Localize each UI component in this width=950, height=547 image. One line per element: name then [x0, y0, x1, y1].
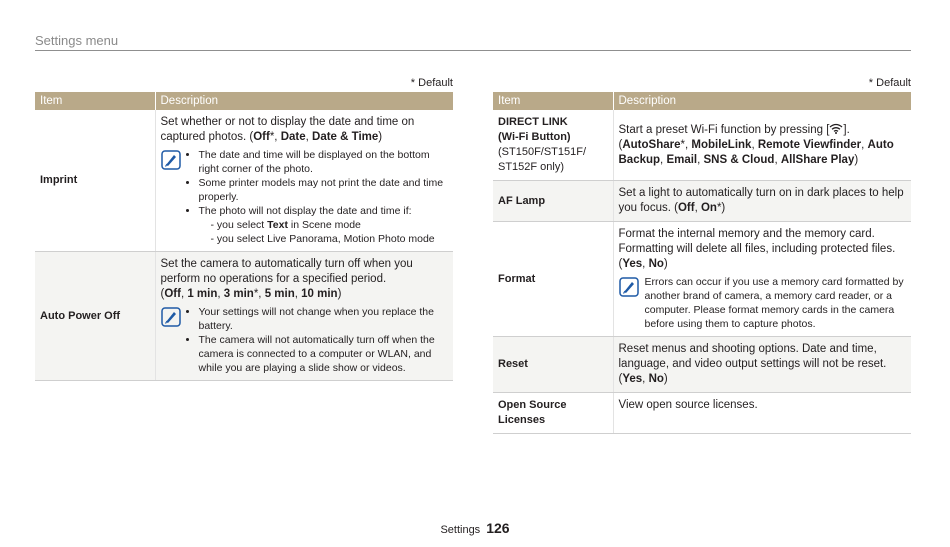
- note-block: [161, 305, 449, 375]
- sub-note-item: - you select Text in Scene mode: [211, 218, 449, 232]
- page-footer: [0, 520, 950, 536]
- table-row-open-source-licenses: [493, 393, 911, 434]
- item-reset: Reset: [493, 337, 613, 393]
- note-block: [619, 275, 907, 331]
- header-divider: [35, 50, 911, 51]
- table-row-format: [493, 222, 911, 337]
- item-auto-power-off: Auto Power Off: [35, 252, 155, 381]
- default-note: * Default: [868, 77, 911, 89]
- sub-note-item: - you select Live Panorama, Motion Photo mode: [211, 232, 449, 246]
- note-text: Errors can occur if you use a memory card formatted by another brand of camera, a memory card reader, or a computer. Please format memory cards in the camera before using them to capture photos.: [644, 276, 904, 330]
- table-header-row: [493, 92, 911, 110]
- note-item: • The photo will not display the date and time if: - you select Text in Scene mode - you select Live Panorama, Motion Photo mode: [199, 204, 449, 246]
- item-imprint: Imprint: [35, 110, 155, 252]
- note-item: • Your settings will not change when you replace the battery.: [199, 305, 449, 333]
- footer-section: Settings: [440, 524, 481, 536]
- left-settings-table-block: [35, 76, 453, 381]
- note-icon: [161, 150, 181, 170]
- column-header-description: Description: [155, 92, 453, 110]
- right-settings-table: [493, 92, 911, 434]
- note-item: • The camera will not automatically turn off when the camera is connected to a computer or WLAN, and while you are playing a slide show or videos.: [199, 333, 449, 375]
- table-row-af-lamp: [493, 181, 911, 222]
- item-af-lamp: AF Lamp: [493, 181, 613, 222]
- table-row-auto-power-off: [35, 252, 453, 381]
- left-settings-table: [35, 92, 453, 381]
- default-note: * Default: [410, 77, 453, 89]
- column-header-description: Description: [613, 92, 911, 110]
- item-format: Format: [493, 222, 613, 337]
- column-header-item: Item: [493, 92, 613, 110]
- note-item: • Some printer models may not print the date and time properly.: [199, 176, 449, 204]
- note-icon: [619, 277, 639, 297]
- note-icon: [161, 307, 181, 327]
- item-direct-link: DIRECT LINK (Wi-Fi Button) (ST150F/ST151F/ ST152F only): [493, 110, 613, 181]
- description-af-lamp: Set a light to automatically turn on in dark places to help you focus. (Off, On*): [613, 181, 911, 222]
- page-number: 126: [486, 520, 510, 536]
- table-header-row: [35, 92, 453, 110]
- description-format: Format the internal memory and the memory card. Formatting will delete all files, including protected files. (Yes, No) Errors can occur if you use a memory card formatted by another brand of camera, a memory card reader, or a computer. Please format memory cards in the camera before using them to capture photos.: [613, 222, 911, 337]
- note-item: • The date and time will be displayed on the bottom right corner of the photo.: [199, 148, 449, 176]
- table-row-reset: [493, 337, 911, 393]
- column-header-item: Item: [35, 92, 155, 110]
- description-reset: Reset menus and shooting options. Date and time, language, and video output settings will not be reset. (Yes, No): [613, 337, 911, 393]
- description-direct-link: Start a preset Wi-Fi function by pressing [ ]. (AutoShare*, MobileLink, Remote Viewfinder, Auto Backup, Email, SNS & Cloud, AllShare Play): [613, 110, 911, 181]
- item-open-source-licenses: Open Source Licenses: [493, 393, 613, 434]
- page-header-title: Settings menu: [35, 33, 119, 48]
- description-open-source-licenses: View open source licenses.: [613, 393, 911, 434]
- note-block: [161, 148, 449, 246]
- right-settings-table-block: [493, 76, 911, 434]
- wifi-icon: [829, 123, 843, 134]
- description-auto-power-off: Set the camera to automatically turn off when you perform no operations for a specified period. (Off, 1 min, 3 min*, 5 min, 10 min) • Your settings will not change when you replace the battery. • The camera will not automatically turn off when the camera is connected to a computer or WLAN, and while you are playing a slide show or videos.: [155, 252, 453, 381]
- table-row-imprint: [35, 110, 453, 252]
- description-imprint: Set whether or not to display the date and time on captured photos. (Off*, Date, Date & Time) • The date and time will be displayed on the bottom right corner of the photo. • Some printer models may not print the date and time properly. • The photo will not display the date and time if: - you select Text in Scene mode - you select Live Panorama, Motion Photo mode: [155, 110, 453, 252]
- table-row-direct-link: [493, 110, 911, 181]
